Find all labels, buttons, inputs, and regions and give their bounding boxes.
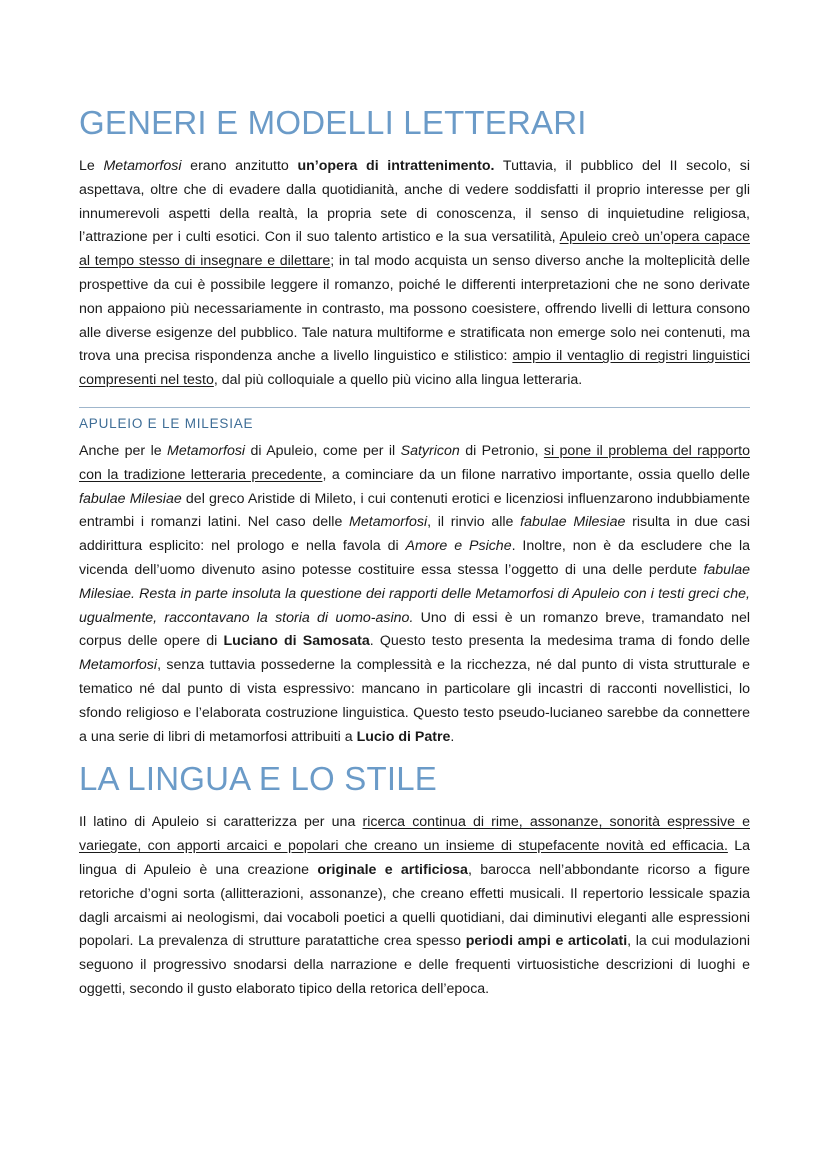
text-run: erano anzitutto (181, 158, 298, 174)
italic-run: Metamorfosi (167, 442, 246, 459)
paragraph-generi (79, 155, 750, 393)
text-run: La lingua di Apuleio è una creazione (79, 838, 750, 878)
text-run: di Apuleio, come per il (245, 442, 401, 459)
text-run: Le (79, 158, 104, 174)
spacer (79, 393, 750, 407)
text-run: , il rinvio alle (427, 514, 521, 531)
spacer (79, 749, 750, 759)
bold-run: periodi ampi e articolati (465, 933, 628, 950)
bold-run: originale e artificiosa (317, 861, 468, 878)
text-run: , la cui modulazioni seguono il progressivo snodarsi della narrazione e delle frequenti virtuosistiche descrizioni di luoghi e oggetti, secondo il gusto elaborato tipico della retorica dell’epoca. (79, 933, 750, 997)
text-run: , senza tuttavia possederne la complessità e la ricchezza, né dal punto di vista strutturale e tematico né dal punto di vista espressivo: mancano in particolare gli incastri di racconti novellistici, lo sfondo religioso e l’elaborata costruzione linguistica. Questo testo pseudo-lucianeo sarebbe da connettere a una serie di libri di metamorfosi attribuiti a (79, 657, 750, 745)
paragraph-milesiae (79, 440, 750, 749)
text-run: , barocca nell’abbondante ricorso a figure retoriche d’ogni sorta (allitterazioni, assonanze), che creano effetti musicali. Il repertorio lessicale spazia dagli arcaismi ai neologismi, dai vocaboli poetici a quelli quotidiani, dai diminutivi eleganti alle espressioni popolari. La prevalenza di strutture paratattiche crea spesso (79, 861, 750, 950)
section-divider (79, 407, 750, 408)
text-run: , a cominciare da un filone narrativo importante, ossia quello delle (322, 466, 750, 483)
text-run: Anche per le (79, 442, 168, 459)
italic-run: Amore e Psiche (405, 538, 512, 555)
text-run: ; in tal modo acquista un senso diverso anche la molteplicità delle prospettive da cui è possibile leggere il romanzo, poiché le differenti interpretazioni che ne sono derivate non appaiono più necessariamente in contrasto, ma possono coesistere, offrendo livelli di lettura consono alle diverse esigenze del pubblico. Tale natura multiforme e stratificata non emerge solo nei contenuti, ma trova una precisa rispondenza anche a livello linguistico e stilistico: (79, 253, 750, 365)
underlined-run: si pone il problema del rapporto con la tradizione letteraria precedente (79, 442, 750, 483)
heading-lingua-e-stile: LA LINGUA E LO STILE (79, 760, 437, 798)
italic-run: Satyricon (400, 442, 460, 459)
italic-run: fabulae Milesiae (520, 514, 626, 531)
text-run: risulta in due casi addirittura esplicito: nel prologo e nella favola di (79, 514, 750, 555)
text-run: del greco Aristide di Mileto, i cui contenuti erotici e licenziosi influenzarono indubbiamente entrambi i romanzi latini. Nel caso delle (79, 490, 750, 531)
underlined-run: Apuleio creò un’opera capace al tempo stesso di insegnare e dilettare (79, 229, 750, 270)
text-run: . Inoltre, non è da escludere che la vicenda dell’uomo divenuto asino potesse costituire essa stessa l’oggetto di una delle perdute (79, 538, 750, 578)
underlined-run: ricerca continua di rime, assonanze, sonorità espressive e variegate, con apporti arcaici e popolari che creano un insieme di stupefacente novità ed efficacia. (79, 814, 750, 855)
heading-generi-e-modelli: GENERI E MODELLI LETTERARI (79, 104, 587, 141)
text-run: , dal più colloquiale a quello più vicino alla lingua letteraria. (213, 372, 583, 389)
bold-run: Luciano di Samosata (223, 633, 370, 650)
document-page (79, 103, 750, 1002)
italic-run: fabulae Milesiae. Resta in parte insoluta la questione dei rapporti delle Metamorfosi di Apuleio con i testi greci che, ugualmente, raccontavano la storia di uomo-asino. (79, 561, 750, 626)
italic-run: Metamorfosi (103, 158, 182, 174)
italic-run: Metamorfosi (79, 657, 158, 674)
paragraph-lingua-stile (79, 811, 750, 1001)
underlined-run: ampio il ventaglio di registri linguistici compresenti nel testo (79, 348, 750, 389)
text-run: Uno di essi è un romanzo breve, tramandato nel corpus delle opere di (79, 609, 751, 650)
italic-run: fabulae Milesiae (79, 490, 182, 507)
italic-run: Metamorfosi (349, 514, 428, 531)
subheading-apuleio-milesiae: APULEIO E LE MILESIAE (79, 415, 254, 431)
text-run: . Questo testo presenta la medesima trama di fondo delle (369, 633, 750, 650)
text-run: di Petronio, (459, 442, 544, 459)
text-run: . (450, 728, 455, 745)
text-run: Il latino di Apuleio si caratterizza per una (79, 814, 363, 831)
text-run: Tuttavia, il pubblico del II secolo, si aspettava, oltre che di evadere dalla quotidianità, anche di vedere soddisfatti il proprio interesse per gli innumerevoli aspetti della realtà, la propria sete di conoscenza, il senso di inquietudine religiosa, l’attrazione per i culti esotici. Con il suo talento artistico e la sua versatilità, (79, 158, 750, 246)
bold-run: Lucio di Patre (356, 728, 451, 745)
bold-run: un’opera di intrattenimento. (297, 158, 495, 174)
